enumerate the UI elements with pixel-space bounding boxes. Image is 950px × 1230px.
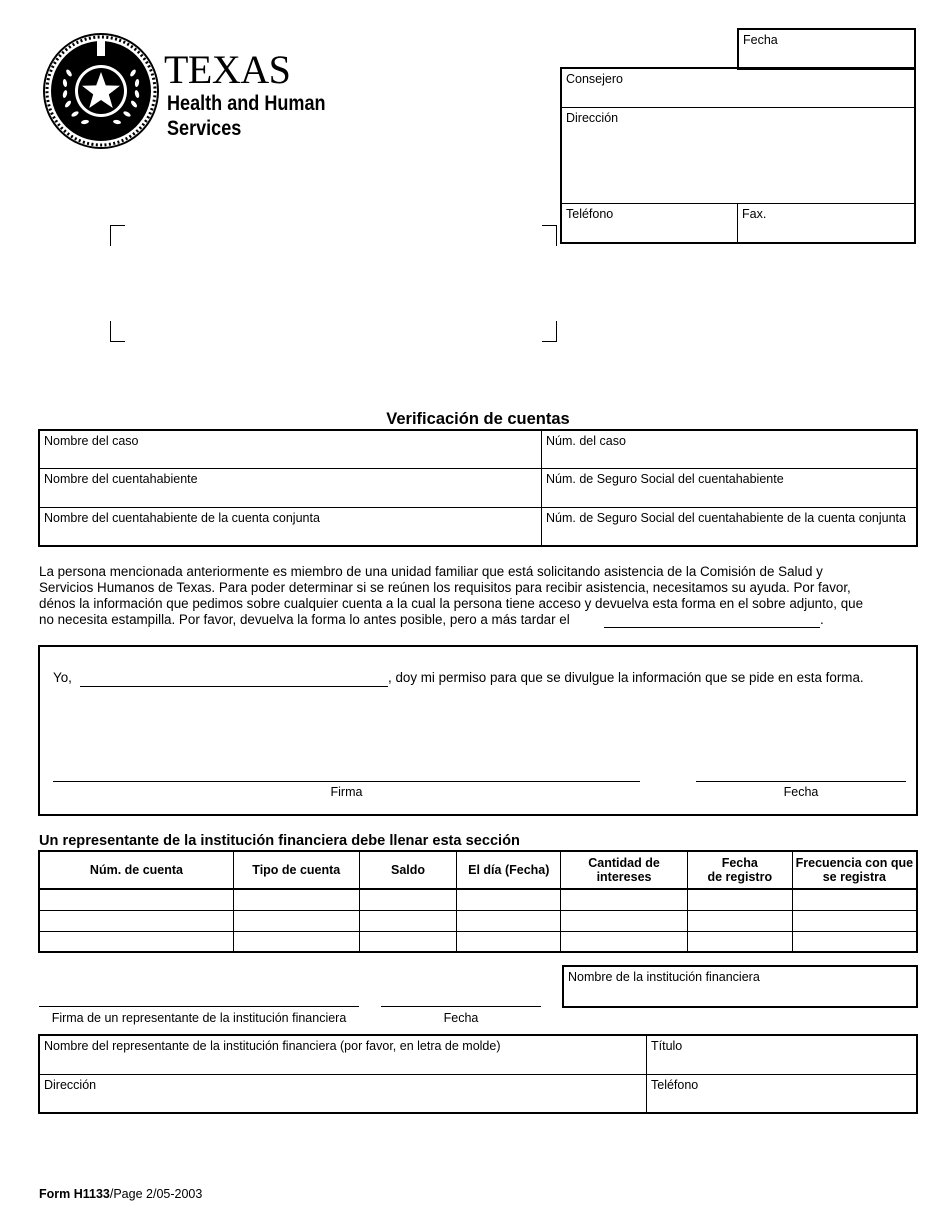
table-cell[interactable]	[359, 889, 457, 910]
table-cell[interactable]	[457, 910, 561, 931]
nombre-conjunta-field[interactable]	[40, 508, 541, 545]
consent-fecha-label: Fecha	[783, 785, 819, 799]
table-row	[39, 931, 917, 952]
consent-statement: , doy mi permiso para que se divulgue la información que se pide en esta forma.	[388, 670, 864, 685]
intro-line-2: Servicios Humanos de Texas. Para poder determinar si se reúnen los requisitos para recibir asistencia, necesitamos su ayuda. Por favor,	[39, 580, 851, 595]
firma-rep-label: Firma de un representante de la institución financiera	[51, 1011, 347, 1025]
crop-mark-top-right	[542, 225, 557, 246]
rep-direccion-label: Dirección	[44, 1078, 97, 1092]
telefono-field[interactable]	[562, 204, 737, 242]
rep-telefono-label: Teléfono	[651, 1078, 699, 1092]
nombre-cuentahabiente-label: Nombre del cuentahabiente	[44, 472, 198, 486]
fi-fecha-label: Fecha	[443, 1011, 479, 1025]
titulo-field[interactable]	[647, 1036, 916, 1074]
accounts-header-row	[39, 851, 917, 889]
consejero-label: Consejero	[566, 72, 623, 86]
col-num-cuenta: Núm. de cuenta	[39, 851, 233, 889]
table-cell[interactable]	[457, 931, 561, 952]
table-cell[interactable]	[233, 931, 359, 952]
logo-texas-text: TEXAS	[164, 47, 291, 92]
intro-period: .	[820, 612, 824, 627]
table-cell[interactable]	[359, 910, 457, 931]
num-caso-label: Núm. del caso	[546, 434, 626, 448]
table-cell[interactable]	[39, 889, 233, 910]
table-cell[interactable]	[233, 910, 359, 931]
page-info: /Page 2/05-2003	[109, 1187, 203, 1201]
fecha-field[interactable]	[737, 28, 916, 70]
fecha-label: Fecha	[743, 33, 778, 47]
col-fecha-registro: Fecha de registro	[687, 851, 792, 889]
nombre-caso-field[interactable]	[40, 431, 541, 468]
nombre-conjunta-label: Nombre del cuentahabiente de la cuenta conjunta	[44, 511, 320, 525]
col-frecuencia: Frecuencia con que se registra	[792, 851, 917, 889]
ssn-conjunta-label: Núm. de Seguro Social del cuentahabiente de la cuenta conjunta	[546, 511, 906, 525]
table-cell[interactable]	[561, 910, 688, 931]
accounts-table	[38, 850, 918, 953]
direccion-field[interactable]	[562, 108, 914, 202]
telefono-label: Teléfono	[566, 207, 614, 221]
nombre-institucion-label: Nombre de la institución financiera	[568, 970, 760, 984]
nombre-cuentahabiente-field[interactable]	[40, 469, 541, 507]
table-cell[interactable]	[792, 931, 917, 952]
ssn-conjunta-field[interactable]	[542, 508, 916, 545]
fax-label: Fax.	[742, 207, 767, 221]
table-cell[interactable]	[457, 889, 561, 910]
table-cell[interactable]	[687, 889, 792, 910]
nombre-caso-label: Nombre del caso	[44, 434, 139, 448]
firma-label: Firma	[330, 785, 363, 799]
col-el-dia: El día (Fecha)	[457, 851, 561, 889]
fax-field[interactable]	[738, 204, 914, 242]
texas-seal-icon	[42, 32, 160, 150]
intro-line-3: dénos la información que pedimos sobre cualquier cuenta a la cual la persona tiene acceso y devuelva esta forma en el sobre adjunto, que	[39, 596, 864, 611]
nombre-institucion-field[interactable]	[562, 965, 918, 1008]
nombre-rep-label: Nombre del representante de la institución financiera (por favor, en letra de molde)	[44, 1039, 501, 1053]
rep-direccion-field[interactable]	[40, 1075, 646, 1112]
table-cell[interactable]	[792, 889, 917, 910]
table-cell[interactable]	[561, 889, 688, 910]
table-cell[interactable]	[561, 931, 688, 952]
table-row	[39, 889, 917, 910]
yo-label: Yo,	[53, 670, 72, 685]
table-cell[interactable]	[359, 931, 457, 952]
footer	[39, 1187, 202, 1201]
table-cell[interactable]	[39, 931, 233, 952]
firma-line[interactable]	[53, 781, 640, 782]
consent-fecha-line[interactable]	[696, 781, 906, 782]
col-saldo: Saldo	[359, 851, 457, 889]
nombre-rep-field[interactable]	[40, 1036, 646, 1074]
consent-box	[38, 645, 918, 816]
ssn-cuentahabiente-label: Núm. de Seguro Social del cuentahabiente	[546, 472, 784, 486]
table-row	[39, 910, 917, 931]
form-title: Verificación de cuentas	[386, 410, 570, 428]
rep-telefono-field[interactable]	[647, 1075, 916, 1112]
texas-hhs-logo	[42, 32, 352, 152]
logo-hhs-text-line2: Services	[167, 117, 242, 140]
col-cantidad-intereses: Cantidad de intereses	[561, 851, 688, 889]
crop-mark-top-left	[110, 225, 125, 246]
table-cell[interactable]	[39, 910, 233, 931]
logo-hhs-text-line1: Health and Human	[167, 92, 326, 115]
titulo-label: Título	[651, 1039, 683, 1053]
num-caso-field[interactable]	[542, 431, 916, 468]
col-tipo-cuenta: Tipo de cuenta	[233, 851, 359, 889]
table-cell[interactable]	[233, 889, 359, 910]
consent-name-line[interactable]	[80, 686, 388, 687]
consejero-field[interactable]	[562, 69, 914, 107]
table-cell[interactable]	[687, 910, 792, 931]
table-cell[interactable]	[792, 910, 917, 931]
crop-mark-bottom-right	[542, 321, 557, 342]
deadline-date-line[interactable]	[604, 627, 820, 628]
fi-section-heading: Un representante de la institución financiera debe llenar esta sección	[39, 833, 520, 849]
fi-fecha-line[interactable]	[381, 1006, 541, 1007]
table-cell[interactable]	[687, 931, 792, 952]
firma-rep-line[interactable]	[39, 1006, 359, 1007]
direccion-label: Dirección	[566, 111, 619, 125]
ssn-cuentahabiente-field[interactable]	[542, 469, 916, 507]
intro-line-1: La persona mencionada anteriormente es miembro de una unidad familiar que está solicitando asistencia de la Comisión de Salud y	[39, 564, 823, 579]
form-id: Form H1133	[39, 1187, 110, 1201]
intro-line-4: no necesita estampilla. Por favor, devuelva la forma lo antes posible, pero a más tardar el	[39, 612, 570, 627]
crop-mark-bottom-left	[110, 321, 125, 342]
